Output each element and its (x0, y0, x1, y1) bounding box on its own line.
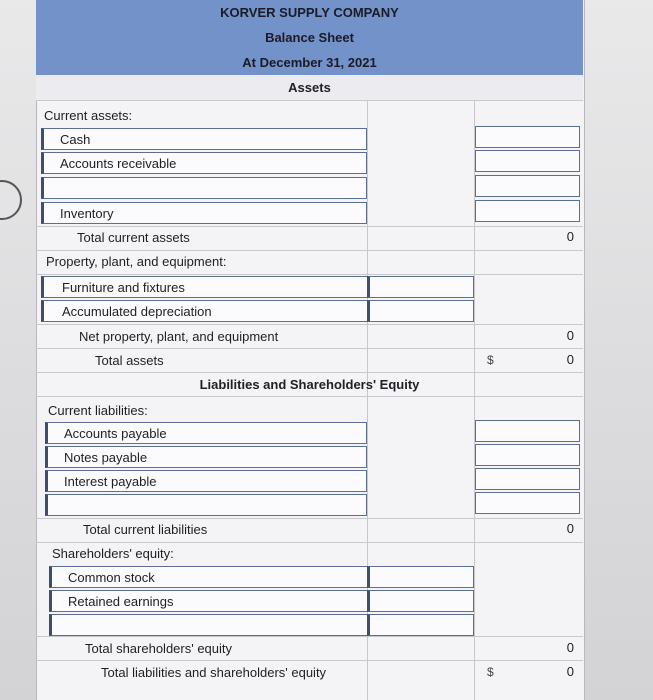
ppe-label: Property, plant, and equipment: (46, 254, 227, 269)
current-assets-label: Current assets: (44, 108, 133, 123)
notes-payable-label: Notes payable (64, 450, 148, 465)
interest-payable-label: Interest payable (64, 474, 157, 489)
accounts-receivable-label: Accounts receivable (60, 156, 177, 171)
liabilities-section-title: Liabilities and Shareholders' Equity (199, 377, 420, 392)
shareholders-equity-label: Shareholders' equity: (52, 546, 174, 561)
net-ppe-label: Net property, plant, and equipment (79, 329, 279, 344)
row-line (36, 250, 583, 251)
net-ppe-value: 0 (566, 328, 574, 343)
total-current-assets-label: Total current assets (77, 230, 190, 245)
retained-earnings-label: Retained earnings (68, 594, 174, 609)
row-line (36, 274, 583, 275)
total-liab-equity-currency: $ (487, 665, 494, 679)
blank-asset-amount-input[interactable] (475, 175, 580, 197)
accum-dep-amount-input[interactable] (367, 300, 474, 322)
inventory-amount-input[interactable] (475, 200, 580, 222)
statement-title: Balance Sheet (36, 25, 583, 51)
ar-amount-input[interactable] (475, 150, 580, 172)
assets-section-title: Assets (288, 80, 331, 95)
furniture-amount-input[interactable] (367, 276, 474, 298)
statement-date: At December 31, 2021 (36, 50, 583, 76)
total-current-liabilities-value: 0 (566, 521, 574, 536)
total-assets-value: 0 (566, 352, 574, 367)
common-stock-amount-input[interactable] (367, 566, 474, 588)
ip-amount-input[interactable] (475, 468, 580, 490)
cash-amount-input[interactable] (475, 126, 580, 148)
row-line (36, 372, 583, 373)
blank-liability-amount-input[interactable] (475, 492, 580, 514)
total-liab-equity-value: 0 (566, 664, 574, 679)
side-scroll-handle[interactable] (0, 180, 22, 220)
row-line (36, 100, 583, 101)
accumulated-depreciation-label: Accumulated depreciation (62, 304, 212, 319)
common-stock-label: Common stock (68, 570, 155, 585)
row-line (36, 396, 583, 397)
total-assets-label: Total assets (95, 353, 164, 368)
furniture-label: Furniture and fixtures (62, 280, 185, 295)
cash-label: Cash (60, 132, 91, 147)
blank-liability-label-field[interactable] (45, 494, 367, 516)
total-assets-currency: $ (487, 353, 494, 367)
total-shareholders-equity-value: 0 (566, 640, 574, 655)
blank-equity-amount-input[interactable] (367, 614, 474, 636)
blank-asset-label-field[interactable] (41, 177, 367, 199)
inventory-label: Inventory (60, 206, 114, 221)
total-current-liabilities-label: Total current liabilities (83, 522, 208, 537)
retained-earnings-amount-input[interactable] (367, 590, 474, 612)
total-liab-equity-label: Total liabilities and shareholders' equity (101, 665, 327, 680)
total-shareholders-equity-label: Total shareholders' equity (85, 641, 233, 656)
np-amount-input[interactable] (475, 444, 580, 466)
ap-amount-input[interactable] (475, 420, 580, 442)
row-line (36, 542, 583, 543)
total-current-assets-value: 0 (566, 229, 574, 244)
current-liabilities-label: Current liabilities: (48, 403, 148, 418)
accounts-payable-label: Accounts payable (64, 426, 167, 441)
company-name: KORVER SUPPLY COMPANY (36, 0, 583, 26)
